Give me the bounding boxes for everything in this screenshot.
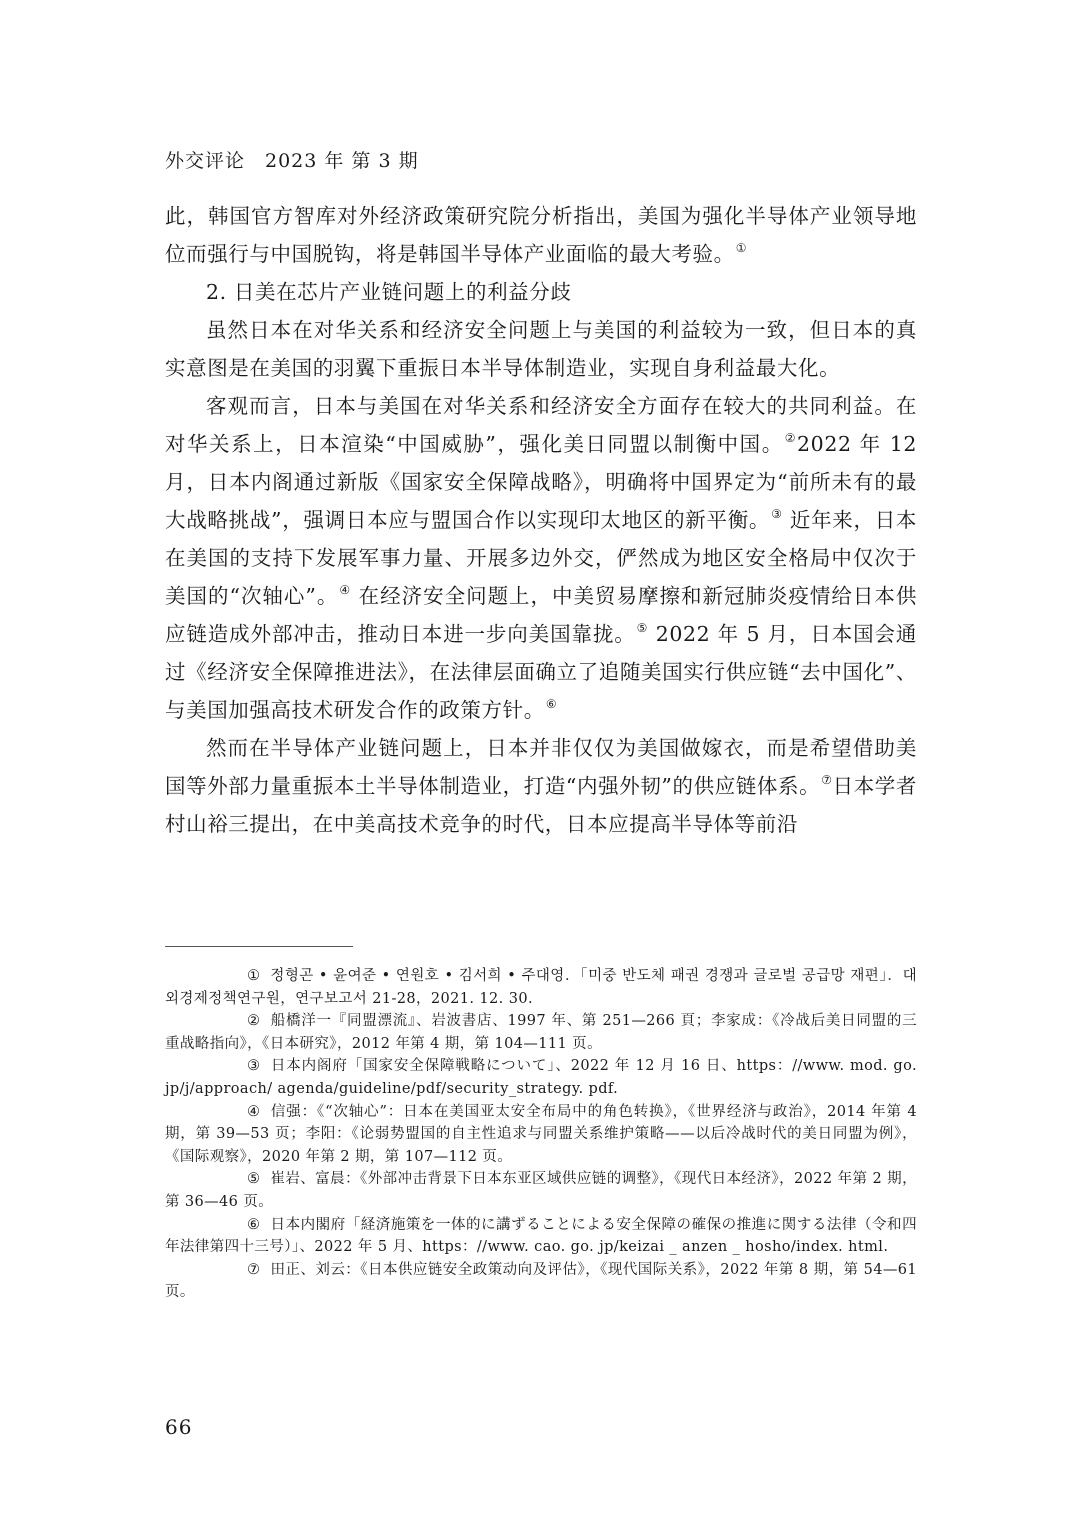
footnote-mark: ④: [247, 1103, 261, 1120]
footnote-ref[interactable]: ⑥: [545, 697, 558, 711]
paragraph: 然而在半导体产业链问题上，日本并非仅仅为美国做嫁衣，而是希望借助美国等外部力量重振本土半导体制造业，打造“内强外韧”的供应链体系。⑦日本学者村山裕三提出，在中美高技术竞争的时代，日本应提高半导体等前沿: [165, 736, 917, 836]
body-text: [165, 197, 917, 843]
footnote-mark: ①: [247, 968, 261, 984]
section-heading: 2. 日美在芯片产业链问题上的利益分歧: [206, 280, 572, 304]
paragraph: 此，韩国官方智库对外经济政策研究院分析指出，美国为强化半导体产业领导地位而强行与中国脱钩，将是韩国半导体产业面临的最大考验。①: [165, 204, 917, 266]
page-number: 66: [165, 1415, 193, 1439]
footnote-mark: ③: [247, 1058, 261, 1075]
footnote: ① 정형곤 • 윤여준 • 연원호 • 김서희 • 주대영．「미중 반도체 패권 경쟁과 글로벌 공급망 재편」．대외경제정책연구원，연구보고서 21-28，2021. 12. 30.: [165, 965, 917, 1010]
footnote: ② 船橋洋一『同盟漂流』、岩波書店、1997 年、第 251—266 頁；李家成：《冷战后美日同盟的三重战略指向》，《日本研究》，2012 年第 4 期，第 104—111 页。: [165, 1010, 917, 1055]
footnote-mark: ⑤: [247, 1171, 261, 1188]
footnote-divider: [165, 946, 353, 947]
footnote-ref[interactable]: ⑤: [636, 621, 649, 635]
footnotes: [165, 965, 917, 1304]
paragraph: 客观而言，日本与美国在对华关系和经济安全方面存在较大的共同利益。在对华关系上，日本渲染“中国威胁”，强化美日同盟以制衡中国。②2022 年 12 月，日本内阁通过新版《国家安全保障战略》，明确将中国界定为“前所未有的最大战略挑战”，强调日本应与盟国合作以实现印太地区的新平衡。③ 近年来，日本在美国的支持下发展军事力量、开展多边外交，俨然成为地区安全格局中仅次于美国的“次轴心”。④ 在经济安全问题上，中美贸易摩擦和新冠肺炎疫情给日本供应链造成外部冲击，推动日本进一步向美国靠拢。⑤ 2022 年 5 月，日本国会通过《经济安全保障推进法》，在法律层面确立了追随美国实行供应链“去中国化”、与美国加强高技术研发合作的政策方针。⑥: [165, 394, 918, 722]
footnote: ③ 日本内阁府「国家安全保障戦略について」、2022 年 12 月 16 日、https：//www. mod. go. jp/j/approach/ agenda/guideline/pdf/security_strategy. pdf.: [165, 1055, 917, 1100]
footnote-ref[interactable]: ⑦: [821, 773, 833, 787]
footnote: ④ 信强：《“次轴心”：日本在美国亚太安全布局中的角色转换》，《世界经济与政治》，2014 年第 4 期，第 39—53 页；李阳：《论弱势盟国的自主性追求与同盟关系维护策略——以后冷战时代的美日同盟为例》，《国际观察》，2020 年第 2 期，第 107—112 页。: [165, 1101, 917, 1169]
footnote-ref[interactable]: ③: [771, 507, 783, 521]
footnote-ref[interactable]: ②: [784, 431, 798, 445]
footnote: ⑥ 日本内閣府「経済施策を一体的に講ずることによる安全保障の確保の推進に関する法律（令和四年法律第四十三号）」、2022 年 5 月、https：//www. cao. go. jp/keizai _ anzen _ hosho/index. html.: [165, 1214, 917, 1259]
footnote: ⑦ 田正、刘云：《日本供应链安全政策动向及评估》，《现代国际关系》，2022 年第 8 期，第 54—61 页。: [165, 1259, 917, 1304]
paragraph: 虽然日本在对华关系和经济安全问题上与美国的利益较为一致，但日本的真实意图是在美国的羽翼下重振日本半导体制造业，实现自身利益最大化。: [165, 318, 917, 380]
footnote-ref[interactable]: ①: [735, 241, 748, 255]
footnote: ⑤ 崔岩、富晨：《外部冲击背景下日本东亚区域供应链的调整》，《现代日本经济》，2022 年第 2 期，第 36—46 页。: [165, 1168, 917, 1213]
running-head: 外交评论 2023 年 第 3 期: [165, 150, 419, 172]
footnote-ref[interactable]: ④: [339, 583, 352, 597]
footnote-mark: ⑥: [247, 1216, 261, 1233]
footnote-mark: ②: [247, 1013, 261, 1030]
footnote-mark: ⑦: [247, 1261, 261, 1278]
